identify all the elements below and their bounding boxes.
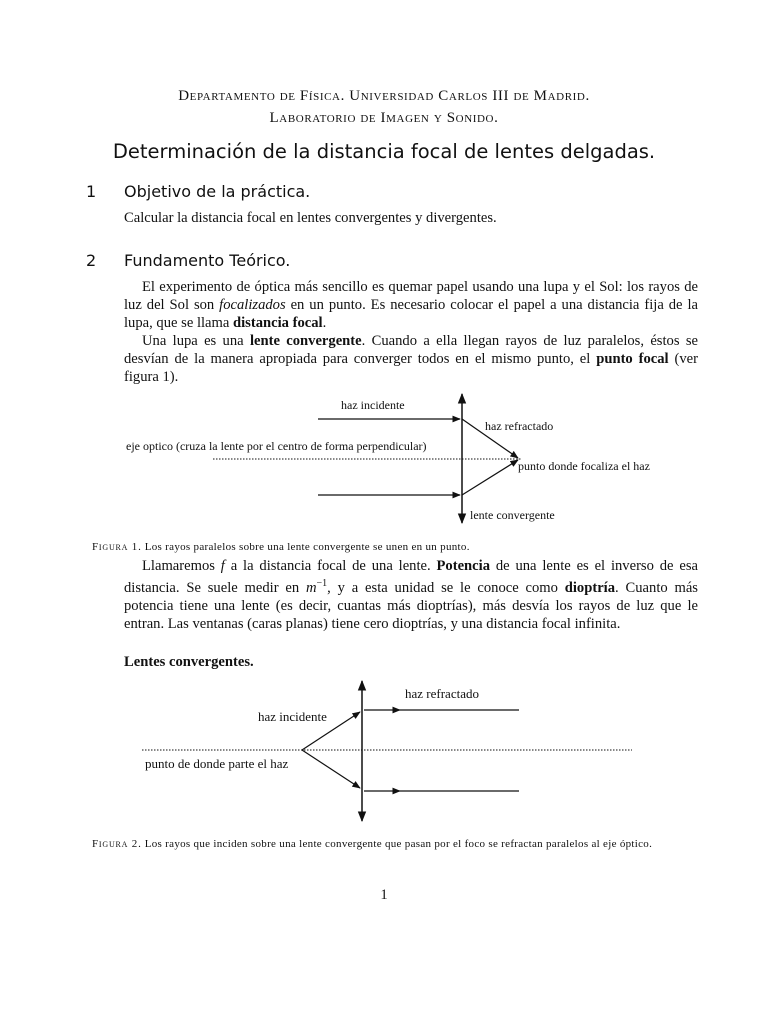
section-1-text xyxy=(124,209,698,227)
section-2-heading xyxy=(86,251,290,270)
caption-label: Figura 1. xyxy=(92,541,142,553)
label-focus: punto donde focaliza el haz xyxy=(518,459,650,473)
section-1-heading xyxy=(86,182,310,201)
label-source: punto de donde parte el haz xyxy=(145,756,289,771)
section-number: 2 xyxy=(86,251,97,270)
figure-2-diagram xyxy=(0,675,768,825)
caption-text: Los rayos paralelos sobre una lente convergente se unen en un punto. xyxy=(144,541,470,553)
section-2-text xyxy=(124,278,698,386)
paragraph-3: Llamaremos f a la distancia focal de una lente. Potencia de una lente es el inverso de esa distancia. Se suele medir en $m^{-1}$, y a esta unidad se le conoce como dioptría. Cuanto más potencia tiene una lente (es decir, cuantas más dioptrías), más desvía los rayos de luz que le entran. Las ventanas (caras planas) tiene cero dioptrías, y una distancia focal infinita. xyxy=(124,558,699,632)
label-lens: lente convergente xyxy=(470,508,555,522)
label-refracted: haz refractado xyxy=(485,419,554,433)
figure-1-diagram xyxy=(0,385,768,535)
label-axis: eje optico (cruza la lente por el centro de forma perpendicular) xyxy=(126,439,427,453)
header-laboratory: Laboratorio de Imagen y Sonido. xyxy=(269,110,499,126)
section-title: Objetivo de la práctica. xyxy=(124,182,311,201)
refracted-ray-bottom xyxy=(462,460,518,495)
figure-1-caption xyxy=(92,537,700,558)
paragraph: Calcular la distancia focal en lentes convergentes y divergentes. xyxy=(124,210,497,226)
caption-label: Figura 2. xyxy=(92,838,142,850)
paragraph-2: Una lupa es una lente convergente. Cuando a ella llegan rayos de luz paralelos, éstos se desvían de la manera apropiada para converger todos en el mismo punto, el punto focal (ver figura 1). xyxy=(124,333,698,385)
page-number: 1 xyxy=(380,887,388,903)
incident-ray-bottom xyxy=(302,750,360,788)
label-incident: haz incidente xyxy=(258,709,327,724)
page-title: Determinación de la distancia focal de lentes delgadas. xyxy=(112,140,656,163)
caption-text: Los rayos que inciden sobre una lente convergente que pasan por el foco se refractan paralelos al eje óptico. xyxy=(144,838,653,850)
section-title: Fundamento Teórico. xyxy=(124,251,291,270)
label-incident: haz incidente xyxy=(341,398,405,412)
paragraph-1: El experimento de óptica más sencillo es quemar papel usando una lupa y el Sol: los rayos de luz del Sol son focalizados en un punto. Es necesario colocar el papel a una distancia fija de la lupa, que se llama distancia focal. xyxy=(124,279,698,331)
subheading-convergent: Lentes convergentes. xyxy=(124,654,254,670)
figure-2-caption xyxy=(92,834,700,855)
section-number: 1 xyxy=(86,182,97,201)
label-refracted: haz refractado xyxy=(405,686,479,701)
header-department: Departamento de Física. Universidad Carlos III de Madrid. xyxy=(178,88,590,104)
